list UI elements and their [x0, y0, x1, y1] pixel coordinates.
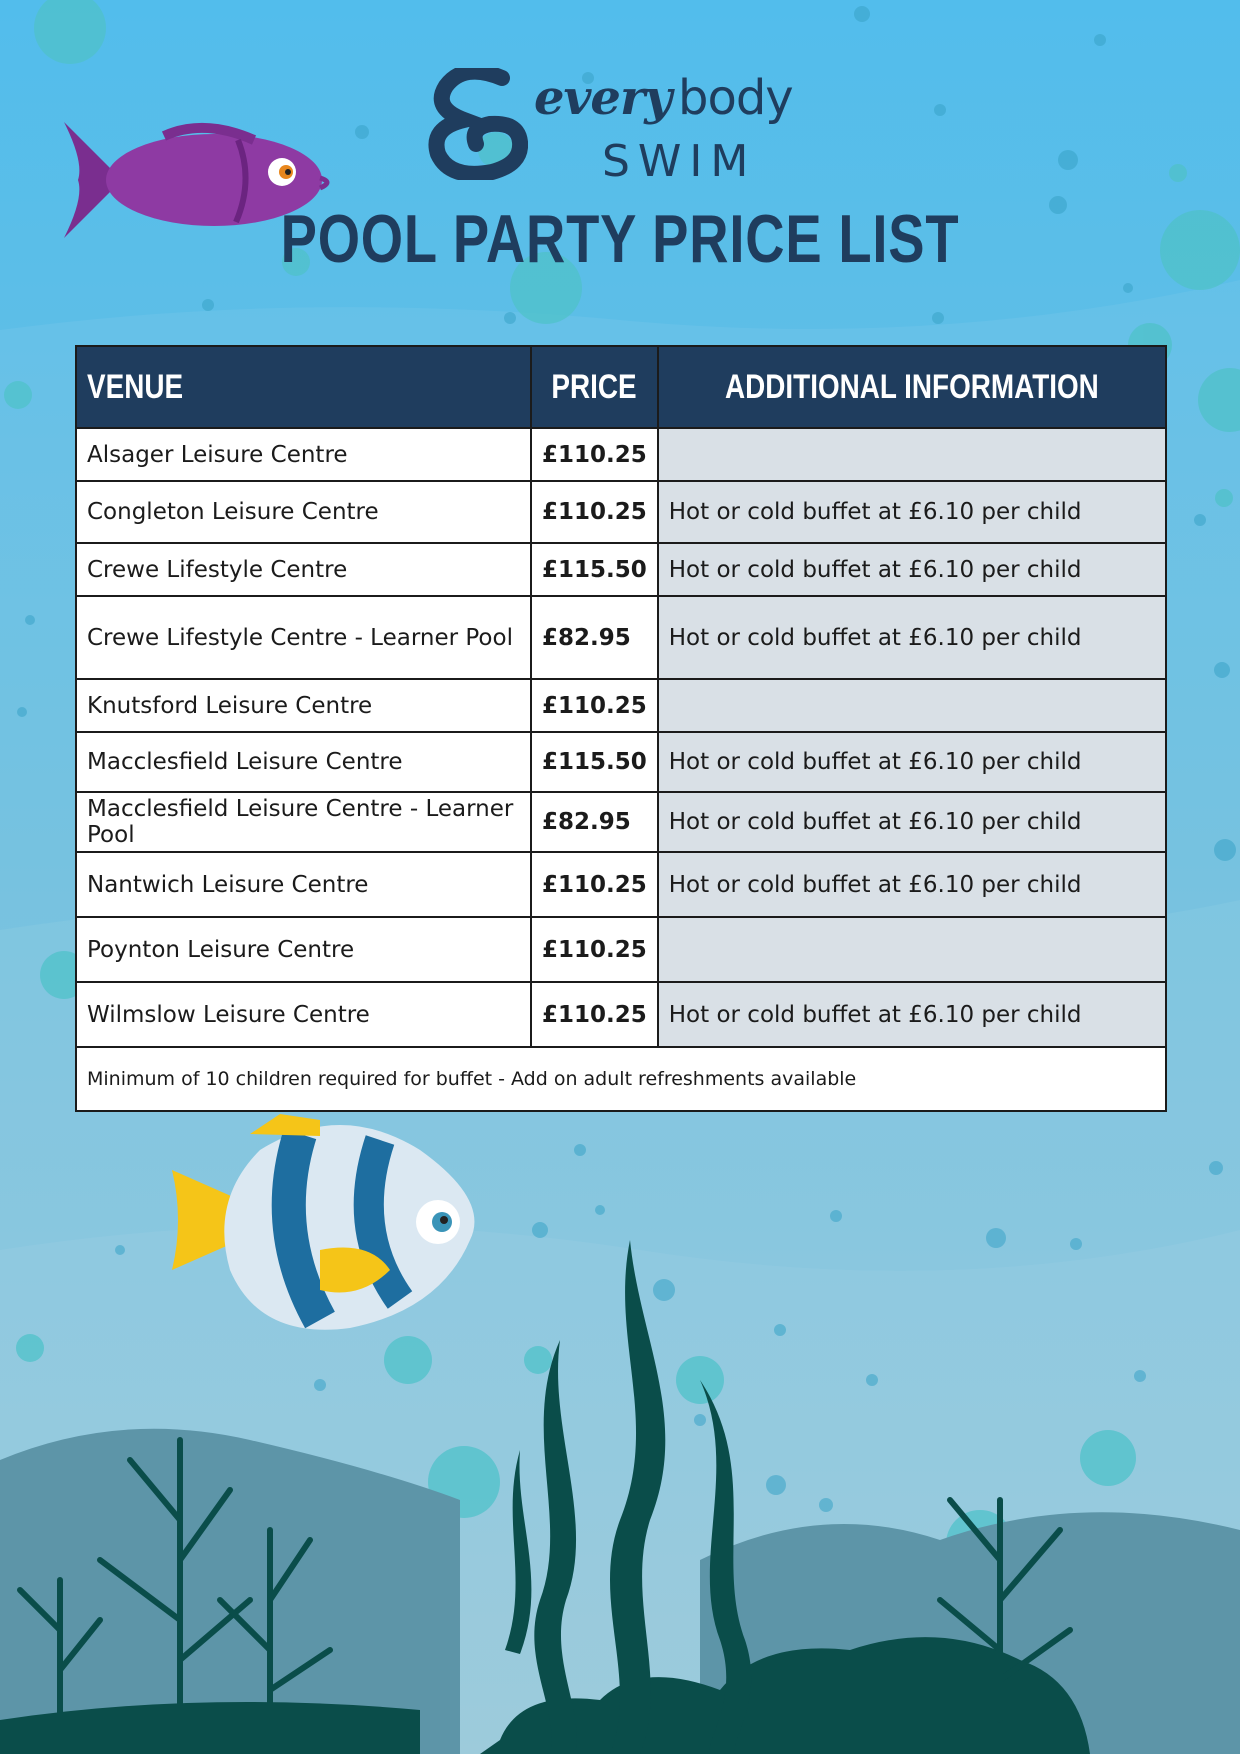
price-cell: £115.50	[531, 732, 658, 792]
venue-cell: Wilmslow Leisure Centre	[76, 982, 531, 1047]
table-row	[76, 732, 1166, 792]
striped-fish-illustration	[170, 1110, 490, 1340]
table-row	[76, 982, 1166, 1047]
info-cell: Hot or cold buffet at £6.10 per child	[658, 732, 1166, 792]
info-cell: Hot or cold buffet at £6.10 per child	[658, 982, 1166, 1047]
table-row	[76, 481, 1166, 543]
info-cell: Hot or cold buffet at £6.10 per child	[658, 852, 1166, 917]
everybody-swim-logo	[424, 68, 824, 186]
info-cell	[658, 679, 1166, 732]
logo-word-body: body	[678, 70, 793, 126]
logo-word-swim: SWIM	[602, 136, 757, 187]
venue-cell: Crewe Lifestyle Centre	[76, 543, 531, 596]
price-cell: £115.50	[531, 543, 658, 596]
info-cell	[658, 428, 1166, 481]
venue-cell: Congleton Leisure Centre	[76, 481, 531, 543]
price-cell: £110.25	[531, 982, 658, 1047]
price-cell: £82.95	[531, 596, 658, 679]
header-venue-label: VENUE	[87, 367, 184, 406]
page-title: POOL PARTY PRICE LIST	[280, 201, 960, 277]
logo-mark-icon	[424, 68, 528, 180]
price-cell: £110.25	[531, 917, 658, 982]
header-price-label: PRICE	[551, 367, 637, 406]
table-header-row	[76, 346, 1166, 428]
header-price	[531, 346, 658, 428]
header-info	[658, 346, 1166, 428]
venue-cell: Nantwich Leisure Centre	[76, 852, 531, 917]
table-row	[76, 679, 1166, 732]
table-row	[76, 917, 1166, 982]
table-row	[76, 543, 1166, 596]
logo-word-every: every	[534, 70, 672, 126]
price-cell: £110.25	[531, 679, 658, 732]
table-row	[76, 428, 1166, 481]
header-venue	[76, 346, 531, 428]
venue-cell: Alsager Leisure Centre	[76, 428, 531, 481]
table-row	[76, 852, 1166, 917]
venue-cell: Knutsford Leisure Centre	[76, 679, 531, 732]
info-cell: Hot or cold buffet at £6.10 per child	[658, 596, 1166, 679]
venue-cell: Poynton Leisure Centre	[76, 917, 531, 982]
table-row	[76, 792, 1166, 852]
venue-cell: Macclesfield Leisure Centre	[76, 732, 531, 792]
venue-cell: Macclesfield Leisure Centre - Learner Pool	[76, 792, 531, 852]
price-cell: £110.25	[531, 481, 658, 543]
table-footnote-row	[76, 1047, 1166, 1111]
price-cell: £110.25	[531, 428, 658, 481]
info-cell: Hot or cold buffet at £6.10 per child	[658, 792, 1166, 852]
info-cell	[658, 917, 1166, 982]
info-cell: Hot or cold buffet at £6.10 per child	[658, 543, 1166, 596]
header-info-label: ADDITIONAL INFORMATION	[724, 367, 1099, 406]
price-cell: £110.25	[531, 852, 658, 917]
price-cell: £82.95	[531, 792, 658, 852]
info-cell: Hot or cold buffet at £6.10 per child	[658, 481, 1166, 543]
venue-cell: Crewe Lifestyle Centre - Learner Pool	[76, 596, 531, 679]
price-table	[75, 345, 1167, 1112]
table-row	[76, 596, 1166, 679]
table-footnote: Minimum of 10 children required for buffet - Add on adult refreshments available	[76, 1047, 1166, 1111]
